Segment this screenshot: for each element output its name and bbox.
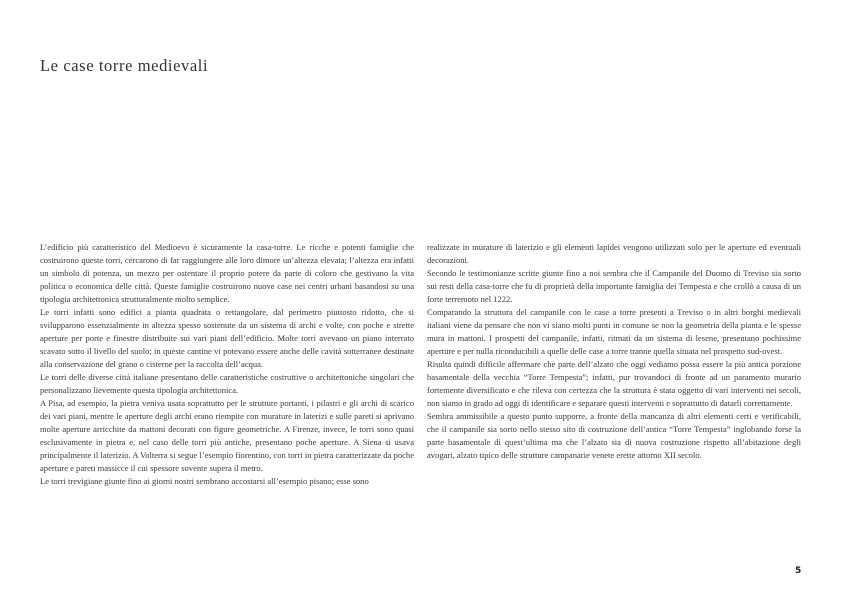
paragraph: Le torri infatti sono edifici a pianta quadrata o rettangolare, dal perimetro piuttosto ridotto, che si svilupparono essenzialmente in altezza spesso sostenute da un sistema di archi e volte, con poche e strette aperture per porte e finestre distribuite sui vari piani dell’edificio. Molte torri avevano un piano interrato scavato sotto il livello del suolo; in queste cantine vi potevano essere anche delle cavità sotterranee destinate alla conservazione del grano o cisterne per la raccolta dell’acqua.: [40, 307, 414, 369]
page-number: 5: [795, 566, 802, 576]
paragraph: Le torri trevigiane giunte fino ai giorni nostri sembrano accostarsi all’esempio pisano; esse sono: [40, 476, 369, 486]
paragraph: Le torri delle diverse città italiane presentano delle caratteristiche costruttive o architettoniche singolari che personalizzano lievemente questa tipologia architettonica.: [40, 372, 414, 395]
paragraph: Sembra ammissibile a questo punto supporre, a fronte della mancanza di altri elementi certi e verificabili, che il campanile sia sorto nello stesso sito di costruzione dell’antica “Torre Tempesta” inglobando forse la parte basamentale di quest’ultima ma che l’alzato sia di nuova costruzione rispetto all’abitazione degli avogari, alzato tipico delle strutture campanarie venete erette attorno XII secolo.: [427, 411, 801, 460]
right-text-column: [427, 241, 801, 462]
paragraph: Secondo le testimonianze scritte giunte fino a noi sembra che il Campanile del Duomo di Treviso sia sorto sui resti della casa-torre che fu di proprietà della importante famiglia dei Tempesta e che crollò a causa di un forte terremoto nel 1222.: [427, 268, 801, 304]
paragraph: L’edificio più caratteristico del Medioevo è sicuramente la casa-torre. Le ricche e potenti famiglie che costruirono queste torri, cercarono di far raggiungere alle loro dimore un’altezza elevata; l’altezza era infatti un simbolo di potenza, un mezzo per ostentare il proprio potere da parte di coloro che gestivano la vita politica o economica delle città. Queste famiglie costruirono nuove case nei centri urbani basandosi su una tipologia architettonica strutturalmente molto semplice.: [40, 242, 414, 304]
paragraph: realizzate in murature di laterizio e gli elementi lapidei vengono utilizzati solo per le aperture ed eventuali decorazioni.: [427, 242, 801, 265]
paragraph: Comparando la struttura del campanile con le case a torre presenti a Treviso o in altri borghi medievali italiani viene da pensare che non vi siano molti punti in comune se non la geometria della pianta e le spesse mura in mattoni. I prospetti del campanile, infatti, ritmati da un sistema di lesene, presentano pochissime aperture e per nulla riconducibili a quelle delle case a torre tranne quella situata nel prospetto sud-ovest.: [427, 307, 801, 356]
paragraph: A Pisa, ad esempio, la pietra veniva usata soprattutto per le strutture portanti, i pilastri e gli archi di scarico dei vari piani, mentre le aperture degli archi erano riempite con murature in laterizi e sulle pareti si aprivano molte aperture arricchite da mattoni decorati con figure geometriche. A Firenze, invece, le torri sono quasi esclusivamente in pietra e, nel caso delle torri più antiche, presentano poche aperture. A Siena si usava principalmente il laterizio. A Volterra si segue l’esempio fiorentino, con torri in pietra caratterizzate da poche aperture e pareti massicce il cui spessore sovente supera il metro.: [40, 398, 414, 473]
paragraph: Risulta quindi difficile affermare che parte dell’alzato che oggi vediamo possa essere la più antica porzione basamentale della vecchia “Torre Tempesta”; infatti, pur trovandoci di fronte ad un paramento murario fortemente diversificato e che rileva con certezza che la struttura è stata oggetto di vari interventi nei secoli, non siamo in grado ad oggi di identificare e separare questi interventi e soprattutto di datarli correttamente.: [427, 359, 801, 408]
page-title: Le case torre medievali: [40, 56, 209, 75]
left-text-column: [40, 241, 414, 488]
